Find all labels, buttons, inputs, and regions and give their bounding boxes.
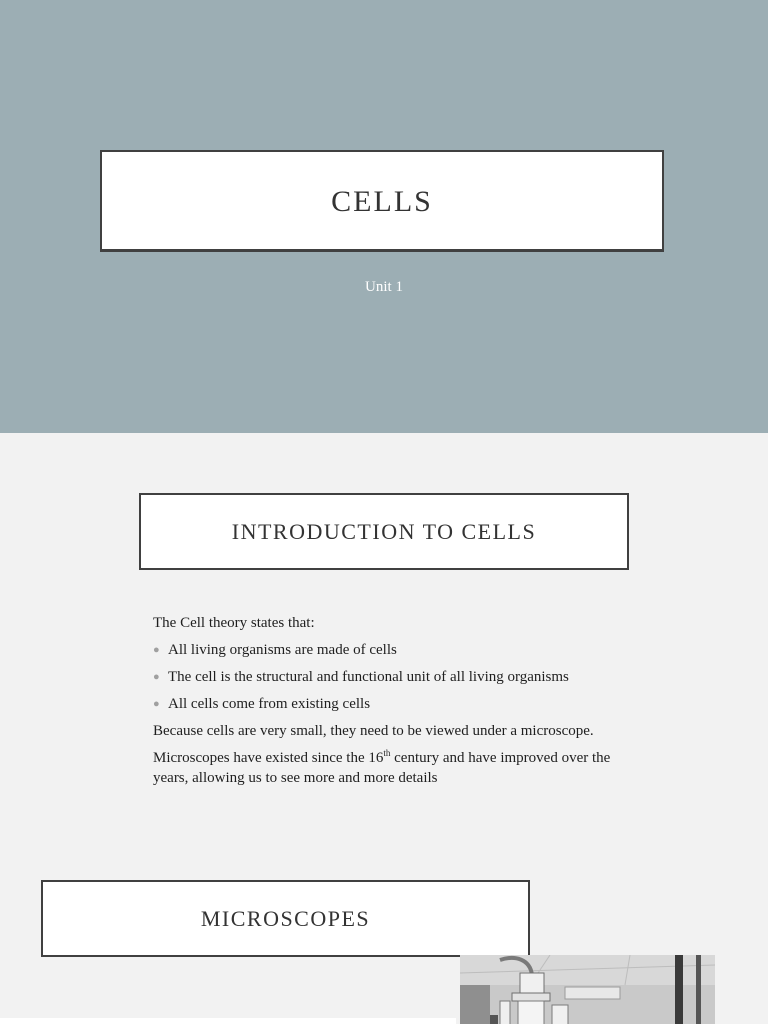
bullet-item xyxy=(153,640,633,660)
bullet-text: All living organisms are made of cells xyxy=(168,642,397,658)
bullet-dot-icon: ● xyxy=(153,644,160,656)
intro-slide xyxy=(0,433,768,863)
title-box xyxy=(100,150,664,252)
bullet-dot-icon: ● xyxy=(153,671,160,683)
title-slide xyxy=(0,0,768,433)
bullet-dot-icon: ● xyxy=(153,698,160,710)
paragraph-2-superscript: th xyxy=(383,748,391,758)
microscope-heading: MICROSCOPES xyxy=(200,905,371,931)
microscope-slide xyxy=(0,863,768,1024)
intro-body xyxy=(153,613,633,795)
paragraph-2-start: Microscopes have existed since the 16 xyxy=(153,750,384,766)
paragraph-2-end: century and have improved over the years, allowing us to see more and more details xyxy=(153,750,611,786)
microscope-photo-image xyxy=(460,955,715,1024)
intro-heading-box xyxy=(139,493,629,570)
intro-heading: INTRODUCTION TO CELLS xyxy=(231,518,537,544)
microscope-photo xyxy=(460,955,715,1024)
microscope-heading-box xyxy=(41,880,530,957)
intro-paragraph-1: Because cells are very small, they need to be viewed under a microscope. xyxy=(153,723,594,739)
bullet-text: All cells come from existing cells xyxy=(168,696,371,712)
content-strip xyxy=(0,1018,456,1024)
bullet-text: The cell is the structural and functional unit of all living organisms xyxy=(168,669,569,685)
intro-lead: The Cell theory states that: xyxy=(153,615,315,631)
slide-title: CELLS xyxy=(331,184,433,218)
intro-paragraph-2 xyxy=(153,748,633,788)
slide-subtitle: Unit 1 xyxy=(365,279,403,295)
bullet-item xyxy=(153,694,633,714)
bullet-item xyxy=(153,667,633,687)
